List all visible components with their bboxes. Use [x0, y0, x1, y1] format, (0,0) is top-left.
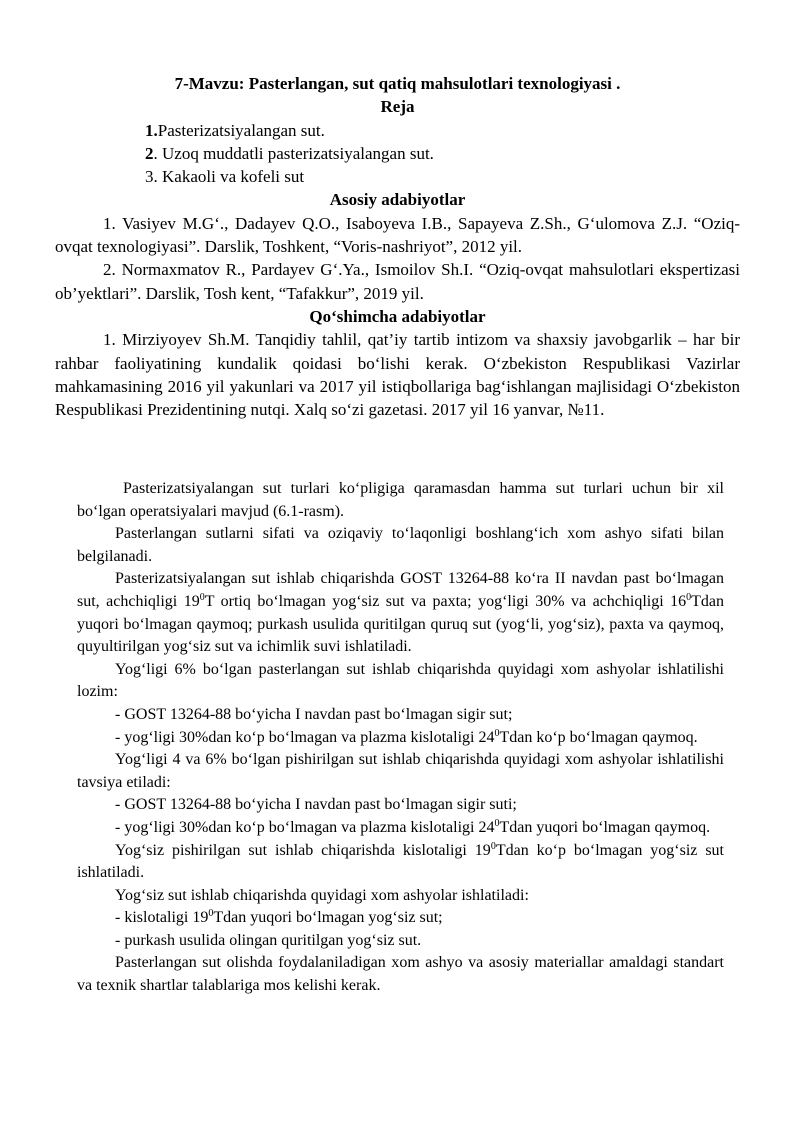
list-item: - GOST 13264-88 bo‘yicha I navdan past bo‘lmagan sigir suti;: [115, 796, 517, 814]
text-run: - yog‘ligi 30%dan ko‘p bo‘lmagan va plazma kislotaligi 24: [115, 728, 495, 746]
body-paragraph: Pasterlangan sutlarni sifati va oziqaviy to‘laqonligi boshlang‘ich xom ashyo sifati bilan belgilanadi.: [77, 525, 724, 565]
plan-item-text: . Uzoq muddatli pasterizatsiyalangan sut.: [153, 143, 434, 163]
text-run: Tdan yuqori bo‘lmagan qaymoq.: [499, 818, 711, 836]
body-paragraph: Pasterizatsiyalangan sut turlari ko‘pligiga qaramasdan hamma sut turlari uchun bir xil bo‘lgan operatsiyalari mavjud (6.1-rasm).: [77, 480, 724, 520]
text-run: - kislotaligi 19: [115, 909, 209, 927]
list-item: - purkash usulida olingan quritilgan yog‘siz sut.: [115, 931, 422, 949]
extra-literature-item: 1. Mirziyoyev Sh.M. Tanqidiy tahlil, qat’iy tartib intizom va shaxsiy javobgarlik – har bir rahbar faoliyatining kundalik qoidasi bo‘lishi kerak. O‘zbekiston Respublikasi Vazirlar mahkamasining 2016 yil yakunlari va 2017 yil istiqbollariga bag‘ishlangan majlisidagi O‘zbekiston Respublikasi Prezidentining nutqi. Xalq so‘zi gazetasi. 2017 yil 16 yanvar, №11.: [55, 330, 740, 420]
main-literature-item: 2. Normaxmatov R., Pardayev G‘.Ya., Ismoilov Sh.I. “Oziq-ovqat mahsulotlari ekspertizasi ob’yektlari”. Darslik, Tosh kent, “Tafakkur”, 2019 yil.: [55, 260, 740, 303]
plan-heading: Reja: [380, 97, 415, 117]
body-paragraph: Pasterlangan sut olishda foydalaniladigan xom ashyo va asosiy materiallar amaldagi standart va texnik shartlar talablariga mos kelishi kerak.: [77, 954, 724, 995]
list-item: - GOST 13264-88 bo‘yicha I navdan past bo‘lmagan sigir sut;: [115, 705, 513, 723]
superscript: 0: [490, 840, 496, 852]
body-paragraph: [77, 568, 724, 658]
plan-item: [55, 165, 740, 188]
text-run: - yog‘ligi 30%dan ko‘p bo‘lmagan va plazma kislotaligi 24: [115, 818, 495, 836]
text-run: Tdan yuqori bo‘lmagan qaymoq; purkash usulida quritilgan quruq sut (yog‘li, yog‘siz), paxta va qaymoq, quyultirilgan yog‘siz sut va ichimlik suvi ishlatiladi.: [77, 592, 724, 656]
text-run: Tdan ko‘p bo‘lmagan yog‘siz sut ishlatiladi.: [77, 841, 724, 882]
list-item: [77, 817, 724, 840]
text-run: Tdan yuqori bo‘lmagan yog‘siz sut;: [213, 909, 443, 927]
plan-item-text: Pasterizatsiyalangan sut.: [157, 120, 325, 140]
plan-item-text: 3. Kakaoli va kofeli sut: [145, 167, 305, 187]
body-paragraph: Yog‘ligi 6% bo‘lgan pasterlangan sut ishlab chiqarishda quyidagi xom ashyolar ishlatilishi lozim:: [77, 660, 724, 701]
plan-item: [55, 142, 740, 165]
plan-item-number: 1.: [145, 120, 158, 140]
list-item: [77, 907, 724, 930]
main-literature-item: 1. Vasiyev M.G‘., Dadayev Q.O., Isaboyeva I.B., Sapayeva Z.Sh., G‘ulomova Z.J. “Oziq-ovqat texnologiyasi”. Darslik, Toshkent, “Voris-nashriyot”, 2012 yil.: [55, 213, 740, 257]
text-run: Yog‘siz pishirilgan sut ishlab chiqarishda kislotaligi 19: [115, 841, 491, 859]
topic-title: 7-Mavzu: Pasterlangan, sut qatiq mahsulotlari texnologiyasi .: [174, 74, 621, 93]
extra-literature-heading: Qo‘shimcha adabiyotlar: [309, 306, 486, 326]
text-run: Pasterizatsiyalangan sut ishlab chiqarishda GOST 13264-88 ko‘ra II navdan past bo‘lmagan sut, achchiqligi 19: [77, 570, 724, 610]
body-section: [77, 478, 724, 998]
superscript: 0: [494, 817, 500, 829]
body-paragraph: [77, 840, 724, 885]
superscript: 0: [199, 591, 205, 603]
plan-item-number: 2: [145, 143, 154, 163]
main-literature-heading: Asosiy adabiyotlar: [329, 190, 466, 210]
header-section: [55, 72, 740, 421]
text-run: T ortiq bo‘lmagan yog‘siz sut va paxta; yog‘ligi 30% va achchiqligi 16: [204, 592, 687, 610]
list-item: [77, 727, 724, 750]
superscript: 0: [494, 727, 500, 739]
text-run: Tdan ko‘p bo‘lmagan qaymoq.: [499, 728, 698, 746]
body-paragraph: Yog‘siz sut ishlab chiqarishda quyidagi xom ashyolar ishlatiladi:: [115, 886, 529, 904]
body-paragraph: Yog‘ligi 4 va 6% bo‘lgan pishirilgan sut ishlab chiqarishda quyidagi xom ashyolar ishlatilishi tavsiya etiladi:: [77, 751, 724, 791]
superscript: 0: [686, 591, 692, 603]
plan-item: [55, 119, 740, 142]
superscript: 0: [208, 908, 214, 920]
